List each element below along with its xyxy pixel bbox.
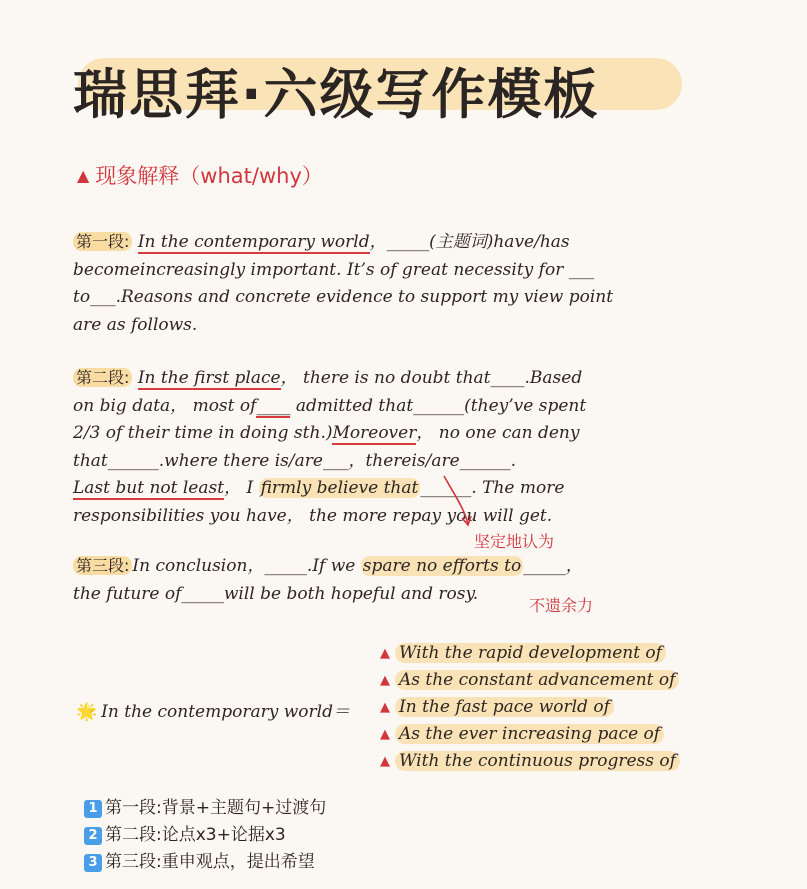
star-icon: 🌟: [76, 702, 98, 722]
summary-list: [84, 795, 326, 876]
summary-item-1: [84, 795, 326, 822]
list-item: [380, 667, 680, 694]
number-3-icon: 3: [84, 854, 102, 872]
summary-text-1: 第一段:背景+主题句+过渡句: [105, 798, 327, 818]
para2-line5-rest: ______. The more: [420, 478, 565, 498]
list-item-text: In the fast pace world of: [395, 697, 614, 717]
para2-phrase-moreover: Moreover: [332, 423, 417, 443]
para2-line2-rest: admitted that______(they’ve spent: [290, 395, 587, 416]
note-spare-no-efforts: 不遗余力: [529, 596, 594, 615]
para2-line6: responsibilities you have， the more repay you will get.: [73, 505, 553, 526]
list-item: [380, 694, 680, 721]
para2-line5-mid: ， I: [224, 478, 259, 498]
summary-text-3: 第三段:重申观点，提出希望: [105, 852, 315, 872]
para2-line2-pre: on big data， most of: [73, 395, 257, 416]
para3-line1-rest: _____，: [523, 556, 583, 576]
list-item: [380, 721, 680, 748]
equivalents-list: [380, 640, 680, 775]
arrow-icon: [440, 474, 480, 530]
summary-item-2: [84, 822, 326, 849]
number-1-icon: 1: [84, 800, 102, 818]
triangle-icon: ▲: [380, 727, 390, 742]
triangle-icon: ▲: [380, 754, 390, 769]
section-heading-text: 现象解释（what/why）: [95, 164, 323, 188]
list-item: [380, 748, 680, 775]
para2-phrase-first-place: In the first place: [137, 368, 281, 388]
para2-line2-blank: ____: [256, 395, 291, 416]
list-item-text: As the ever increasing pace of: [395, 724, 664, 744]
equivalents-lead-text: In the contemporary world＝: [101, 702, 350, 722]
triangle-icon: ▲: [77, 166, 90, 185]
para1-line3: to___.Reasons and concrete evidence to support my view point: [73, 287, 614, 307]
para1-line1: ，_____(主题词)have/has: [369, 232, 570, 252]
para1-line2: becomeincreasingly important. It’s of great necessity for ___: [73, 259, 595, 280]
para1-phrase: In the contemporary world: [137, 232, 370, 252]
para2-label: 第二段:: [73, 368, 132, 387]
para3-label: 第三段:: [73, 556, 132, 575]
list-item-text: As the constant advancement of: [395, 670, 679, 690]
summary-text-2: 第二段:论点x3+论据x3: [105, 825, 286, 845]
para3-highlight: spare no efforts to: [362, 556, 522, 576]
para2-line4: that______.where there is/are___，thereis/are______.: [73, 450, 517, 471]
para2-line3-rest: ， no one can deny: [416, 423, 580, 443]
triangle-icon: ▲: [380, 700, 390, 715]
para3-line2: the future of_____will be both hopeful and rosy.: [73, 583, 479, 604]
note-firmly-believe: 坚定地认为: [474, 532, 555, 551]
equivalents-lead: [76, 697, 350, 722]
para1-label: 第一段:: [73, 232, 132, 251]
paragraph-3: [73, 552, 693, 608]
para2-highlight-believe: firmly believe that: [260, 478, 419, 498]
list-item-text: With the continuous progress of: [395, 751, 680, 771]
paragraph-2: [73, 364, 693, 530]
page-title: 瑞思拜·六级写作模板: [73, 63, 600, 126]
list-item-text: With the rapid development of: [395, 643, 666, 663]
triangle-icon: ▲: [380, 646, 390, 661]
para2-line3-pre: 2/3 of their time in doing sth.): [73, 423, 333, 443]
paragraph-1: [73, 228, 693, 339]
para1-line4: are as follows.: [73, 314, 198, 335]
list-item: [380, 640, 680, 667]
triangle-icon: ▲: [380, 673, 390, 688]
section-heading: [77, 160, 323, 190]
summary-item-3: [84, 849, 326, 876]
para3-line1-pre: In conclusion，_____.If we: [132, 556, 361, 576]
para2-line1: ， there is no doubt that____.Based: [280, 368, 583, 388]
para2-phrase-last: Last but not least: [73, 478, 225, 498]
number-2-icon: 2: [84, 827, 102, 845]
